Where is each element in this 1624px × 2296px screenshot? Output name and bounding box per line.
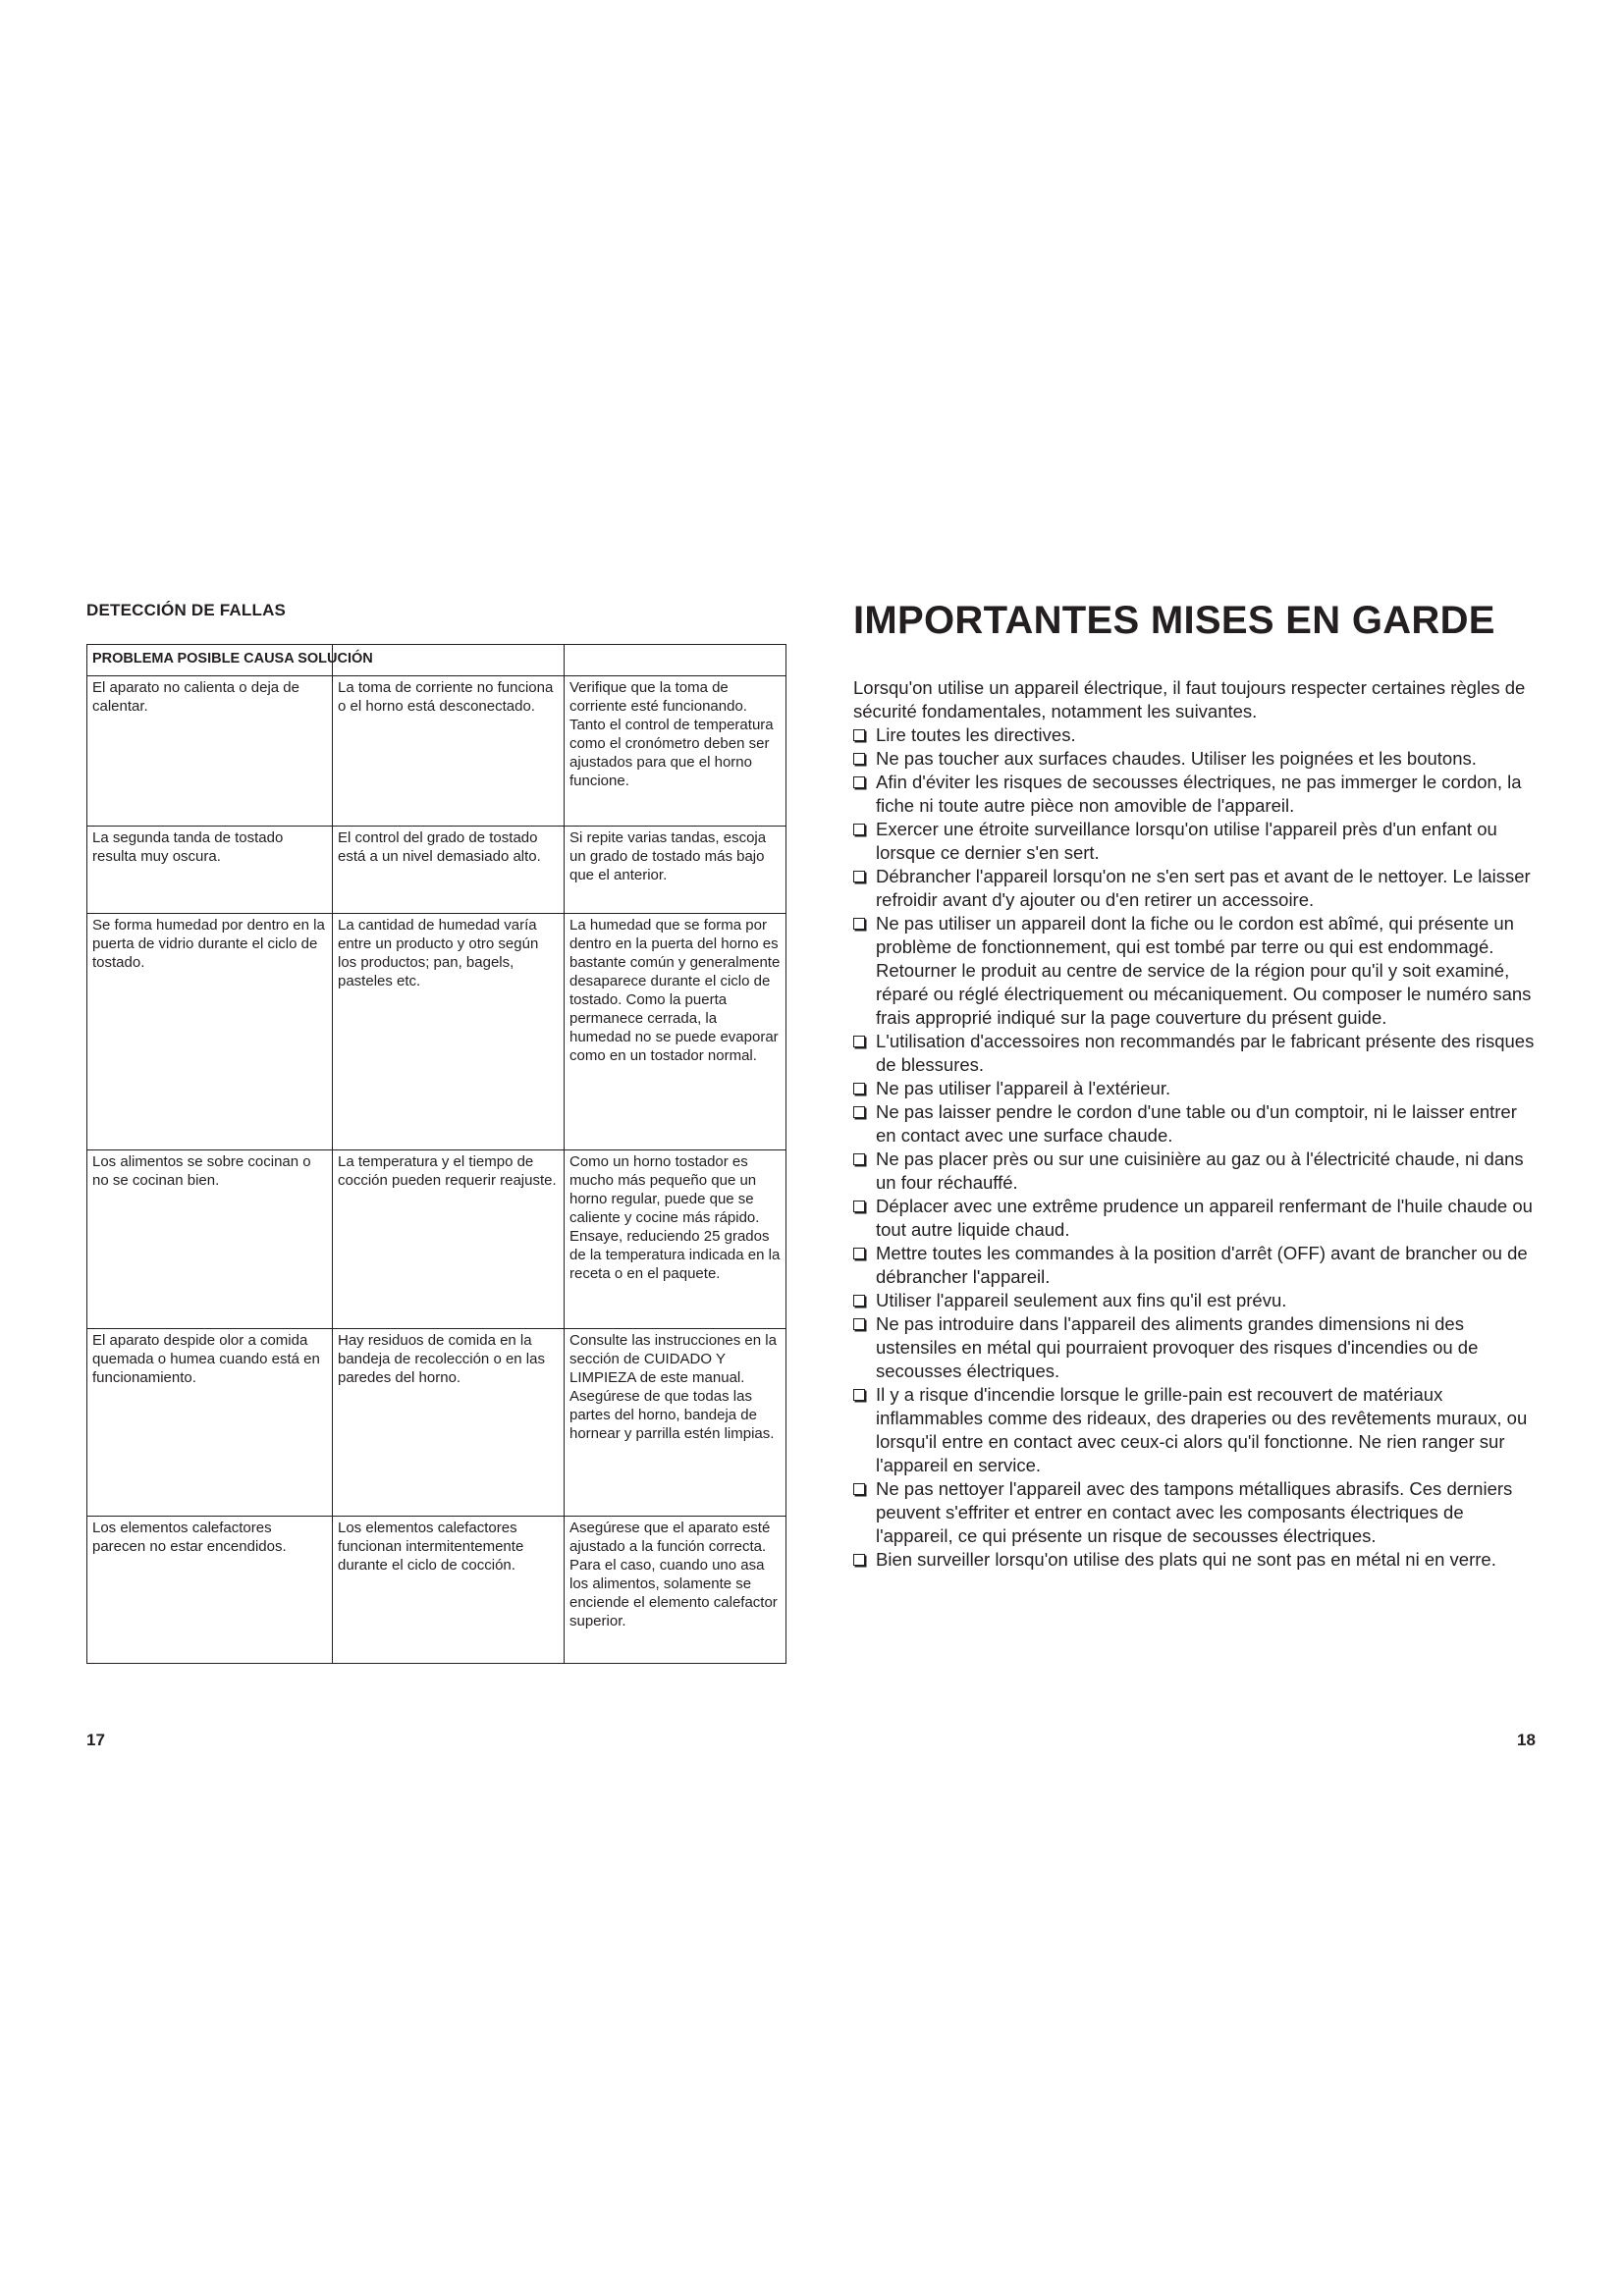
problem-cell: Los alimentos se sobre cocinan o no se cocinan bien. [87, 1150, 333, 1329]
list-item-text: Mettre toutes les commandes à la position d'arrêt (OFF) avant de brancher ou de débrancher l'appareil. [876, 1243, 1528, 1287]
checkbox-bullet-icon [853, 1201, 865, 1212]
checkbox-bullet-icon [853, 776, 865, 788]
checkbox-bullet-icon [853, 1106, 865, 1118]
table-row [87, 676, 786, 827]
table-row [87, 827, 786, 914]
list-item-text: Lire toutes les directives. [876, 724, 1076, 745]
left-page [86, 601, 785, 1664]
page-number-right: 18 [1517, 1731, 1536, 1749]
table-row [87, 1517, 786, 1664]
list-item [853, 1312, 1541, 1383]
list-item-text: Déplacer avec une extrême prudence un appareil renfermant de l'huile chaude ou tout autre liquide chaud. [876, 1196, 1533, 1240]
checkbox-bullet-icon [853, 729, 865, 741]
table-row [87, 914, 786, 1150]
checkbox-bullet-icon [853, 753, 865, 765]
list-item-text: L'utilisation d'accessoires non recommandés par le fabricant présente des risques de blessures. [876, 1031, 1535, 1075]
list-item [853, 771, 1541, 818]
page-number-left: 17 [86, 1731, 105, 1749]
problem-cell: Los elementos calefactores parecen no estar encendidos. [87, 1517, 333, 1664]
page-title: IMPORTANTES MISES EN GARDE [853, 599, 1495, 642]
table-header-cell: PROBLEMA POSIBLE CAUSA SOLUCIÓN [87, 645, 333, 676]
problem-cell: El aparato no calienta o deja de calentar. [87, 676, 333, 827]
cause-cell: La temperatura y el tiempo de cocción pueden requerir reajuste. [333, 1150, 565, 1329]
list-item [853, 1477, 1541, 1548]
checkbox-bullet-icon [853, 824, 865, 835]
solution-cell: Como un horno tostador es mucho más pequeño que un horno regular, puede que se caliente y cocine más rápido. Ensaye, reduciendo 25 grados de la temperatura indicada en la receta o en el paquete. [565, 1150, 786, 1329]
list-item [853, 1100, 1541, 1148]
checkbox-bullet-icon [853, 1554, 865, 1566]
solution-cell: Consulte las instrucciones en la sección de CUIDADO Y LIMPIEZA de este manual. Asegúrese de que todas las partes del horno, bandeja de hornear y parrilla estén limpias. [565, 1329, 786, 1517]
problem-cell: Se forma humedad por dentro en la puerta de vidrio durante el ciclo de tostado. [87, 914, 333, 1150]
list-item-text: Débrancher l'appareil lorsqu'on ne s'en sert pas et avant de le nettoyer. Le laisser refroidir avant d'y ajouter ou d'en retirer un accessoire. [876, 866, 1531, 910]
list-item [853, 1548, 1541, 1572]
list-item-text: Utiliser l'appareil seulement aux fins qu'il est prévu. [876, 1290, 1287, 1310]
warning-list [853, 723, 1541, 1572]
list-item [853, 1289, 1541, 1312]
cause-cell: La toma de corriente no funciona o el horno está desconectado. [333, 676, 565, 827]
list-item-text: Ne pas toucher aux surfaces chaudes. Utiliser les poignées et les boutons. [876, 748, 1477, 769]
checkbox-bullet-icon [853, 1248, 865, 1259]
checkbox-bullet-icon [853, 1318, 865, 1330]
table-row [87, 1150, 786, 1329]
checkbox-bullet-icon [853, 1483, 865, 1495]
problem-cell: La segunda tanda de tostado resulta muy oscura. [87, 827, 333, 914]
list-item [853, 747, 1541, 771]
list-item-text: Ne pas introduire dans l'appareil des aliments grandes dimensions ni des ustensiles en métal qui pourraient provoquer des risques d'incendies ou de secousses électriques. [876, 1313, 1479, 1381]
list-item [853, 1242, 1541, 1289]
solution-cell: Si repite varias tandas, escoja un grado de tostado más bajo que el anterior. [565, 827, 786, 914]
list-item [853, 1077, 1541, 1100]
solution-cell: Verifique que la toma de corriente esté funcionando. Tanto el control de temperatura como el cronómetro deben ser ajustados para que el horno funcione. [565, 676, 786, 827]
list-item [853, 1195, 1541, 1242]
list-item-text: Ne pas placer près ou sur une cuisinière au gaz ou à l'électricité chaude, ni dans un four réchauffé. [876, 1148, 1524, 1193]
list-item-text: Afin d'éviter les risques de secousses électriques, ne pas immerger le cordon, la fiche ni toute autre pièce non amovible de l'appareil. [876, 772, 1522, 816]
checkbox-bullet-icon [853, 1153, 865, 1165]
list-item [853, 1030, 1541, 1077]
cause-cell: El control del grado de tostado está a un nivel demasiado alto. [333, 827, 565, 914]
list-item [853, 818, 1541, 865]
intro-paragraph: Lorsqu'on utilise un appareil électrique, il faut toujours respecter certaines règles de sécurité fondamentales, notamment les suivantes. [853, 677, 1526, 721]
list-item-text: Ne pas utiliser un appareil dont la fiche ou le cordon est abîmé, qui présente un problème de fonctionnement, qui est tombé par terre ou qui est endommagé. Retourner le produit au centre de service de la région pour qu'il y soit examiné, réparé ou réglé électriquement ou mécaniquement. Ou composer le numéro sans frais approprié indiqué sur la page couverture du présent guide. [876, 913, 1532, 1028]
list-item-text: Ne pas utiliser l'appareil à l'extérieur. [876, 1078, 1171, 1098]
list-item-text: Ne pas laisser pendre le cordon d'une table ou d'un comptoir, ni le laisser entrer en contact avec une surface chaude. [876, 1101, 1517, 1146]
checkbox-bullet-icon [853, 918, 865, 930]
list-item-text: Exercer une étroite surveillance lorsqu'on utilise l'appareil près d'un enfant ou lorsque ce dernier s'en sert. [876, 819, 1497, 863]
checkbox-bullet-icon [853, 871, 865, 882]
list-item [853, 723, 1541, 747]
list-item [853, 1148, 1541, 1195]
solution-cell: Asegúrese que el aparato esté ajustado a la función correcta. Para el caso, cuando uno asa los alimentos, solamente se enciende el elemento calefactor superior. [565, 1517, 786, 1664]
solution-cell: La humedad que se forma por dentro en la puerta del horno es bastante común y generalmente desaparece durante el ciclo de tostado. Como la puerta permanece cerrada, la humedad no se puede evaporar como en un tostador normal. [565, 914, 786, 1150]
cause-cell: Los elementos calefactores funcionan intermitentemente durante el ciclo de cocción. [333, 1517, 565, 1664]
table-row [87, 1329, 786, 1517]
list-item-text: Ne pas nettoyer l'appareil avec des tampons métalliques abrasifs. Ces derniers peuvent s'effriter et entrer en contact avec les composants électriques de l'appareil, ce qui présente un risque de secousses électriques. [876, 1478, 1513, 1546]
right-page [853, 599, 1541, 1572]
cause-cell: La cantidad de humedad varía entre un producto y otro según los productos; pan, bagels, pasteles etc. [333, 914, 565, 1150]
list-item-text: Il y a risque d'incendie lorsque le grille-pain est recouvert de matériaux inflammables comme des rideaux, des draperies ou des revêtements muraux, ou lorsqu'il entre en contact avec ceux-ci alors qu'il fonctionne. Ne rien ranger sur l'appareil en service. [876, 1384, 1528, 1475]
list-item [853, 912, 1541, 1030]
list-item [853, 1383, 1541, 1477]
table-header-row [87, 645, 786, 676]
troubleshooting-table [86, 644, 786, 1664]
checkbox-bullet-icon [853, 1389, 865, 1401]
section-heading: DETECCIÓN DE FALLAS [86, 601, 287, 619]
cause-cell: Hay residuos de comida en la bandeja de recolección o en las paredes del horno. [333, 1329, 565, 1517]
list-item [853, 865, 1541, 912]
list-item-text: Bien surveiller lorsqu'on utilise des plats qui ne sont pas en métal ni en verre. [876, 1549, 1496, 1570]
checkbox-bullet-icon [853, 1295, 865, 1307]
checkbox-bullet-icon [853, 1083, 865, 1095]
table-header-cell [565, 645, 786, 676]
checkbox-bullet-icon [853, 1036, 865, 1047]
problem-cell: El aparato despide olor a comida quemada o humea cuando está en funcionamiento. [87, 1329, 333, 1517]
